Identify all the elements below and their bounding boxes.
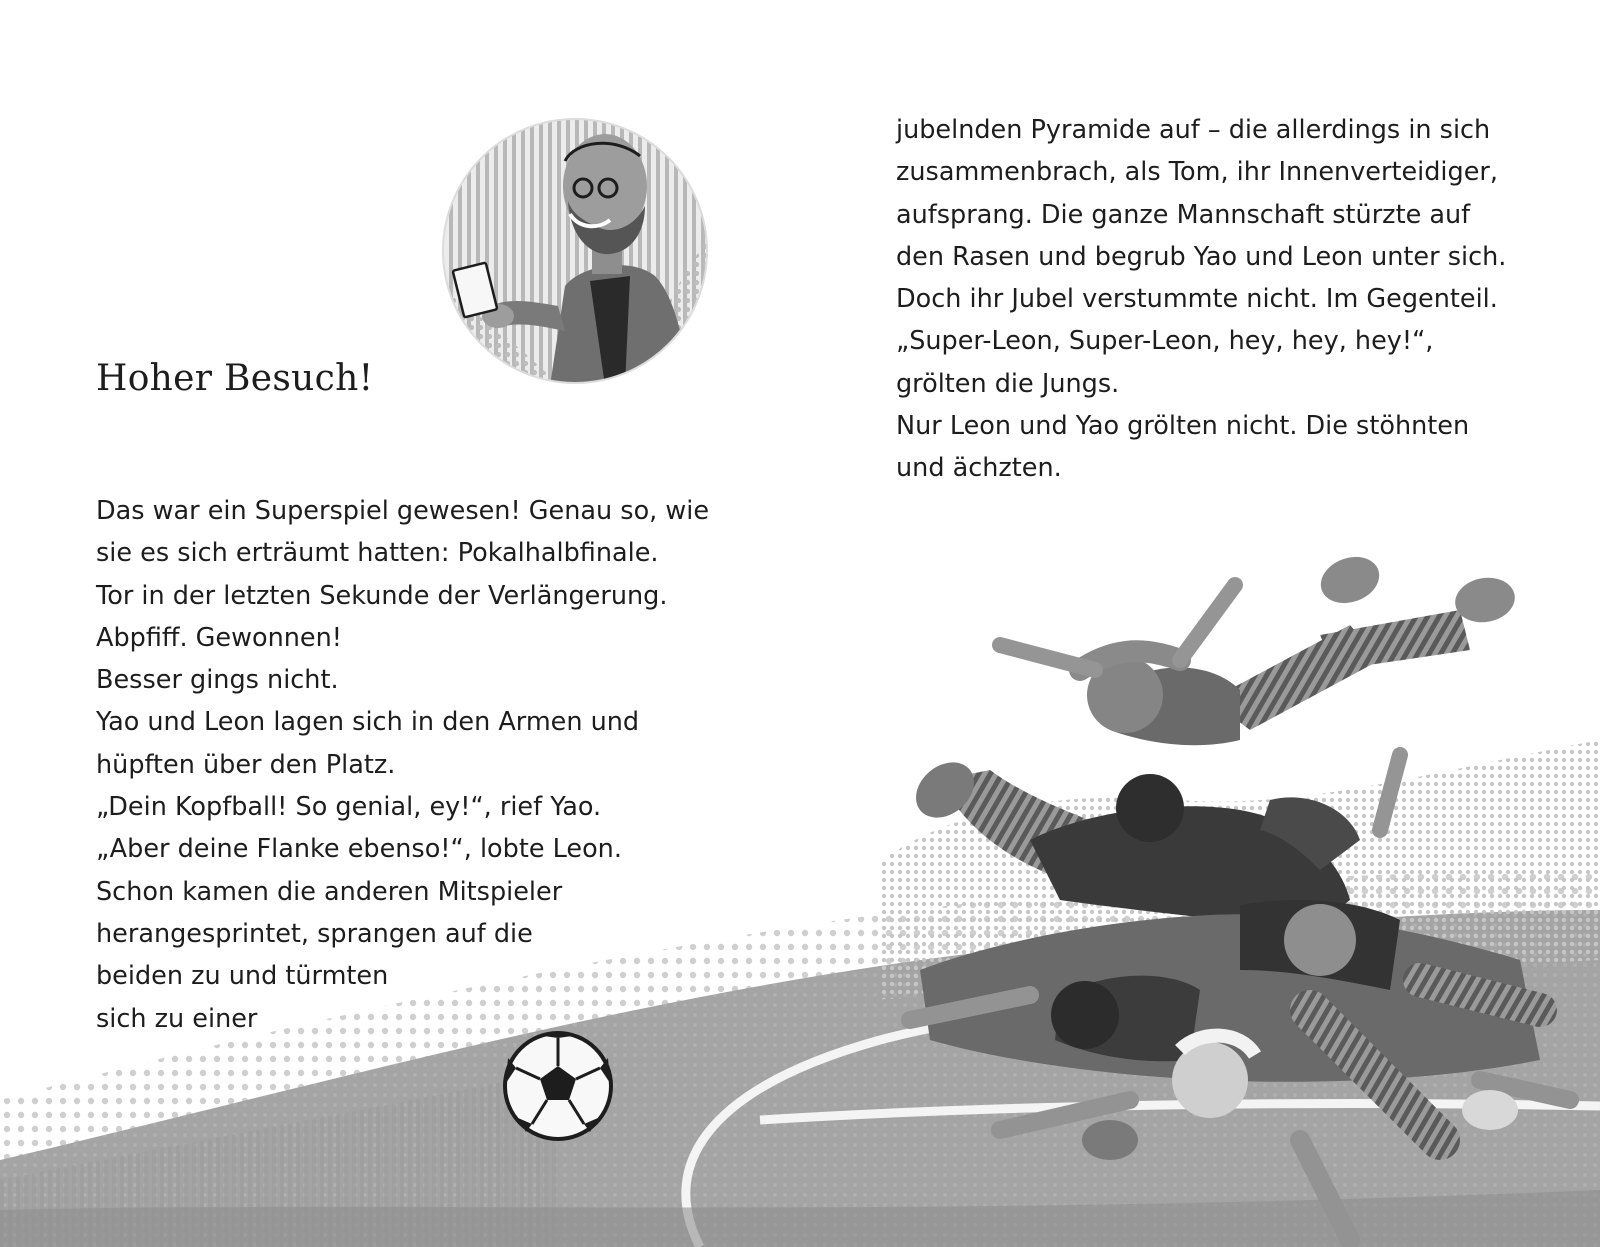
player-pile-illustration: [880, 540, 1600, 1247]
text-line: jubelnden Pyramide auf – die allerdings in sich: [896, 115, 1491, 145]
text-line: Abpfiff. Gewonnen!: [96, 622, 342, 653]
text-line: Tor in der letzten Sekunde der Verlängerung.: [96, 580, 668, 611]
text-line: beiden zu und türmten: [96, 961, 389, 992]
soccer-ball-illustration: [500, 1028, 616, 1144]
text-line: hüpften über den Platz.: [96, 749, 396, 780]
text-line: sie es sich erträumt hatten: Pokalhalbfinale.: [96, 538, 659, 569]
right-page-text: [896, 109, 1576, 490]
text-line: Nur Leon und Yao grölten nicht. Die stöhnten: [896, 411, 1470, 442]
left-page-text: [96, 490, 736, 1040]
coach-portrait-illustration: [440, 116, 710, 386]
text-line: den Rasen und begrub Yao und Leon unter sich.: [896, 241, 1507, 272]
text-line: „Aber deine Flanke ebenso!“, lobte Leon.: [96, 834, 622, 865]
text-line: sich zu einer: [96, 1003, 258, 1034]
text-line: Doch ihr Jubel verstummte nicht. Im Gegenteil.: [896, 284, 1498, 315]
text-line: Yao und Leon lagen sich in den Armen und: [96, 707, 640, 738]
text-line: Besser gings nicht.: [96, 665, 339, 696]
text-line: „Super-Leon, Super-Leon, hey, hey, hey!“,: [896, 326, 1434, 357]
chapter-title: Hoher Besuch!: [96, 358, 374, 399]
text-line: zusammenbrach, als Tom, ihr Innenverteidiger,: [896, 157, 1498, 188]
text-line: Das war ein Superspiel gewesen! Genau so, wie: [96, 496, 710, 526]
text-line: aufsprang. Die ganze Mannschaft stürzte auf: [896, 199, 1471, 230]
text-line: grölten die Jungs.: [896, 368, 1120, 399]
text-line: herangesprintet, sprangen auf die: [96, 918, 533, 949]
text-line: „Dein Kopfball! So genial, ey!“, rief Yao.: [96, 792, 602, 823]
text-line: und ächzten.: [896, 453, 1062, 484]
text-line: Schon kamen die anderen Mitspieler: [96, 876, 563, 907]
